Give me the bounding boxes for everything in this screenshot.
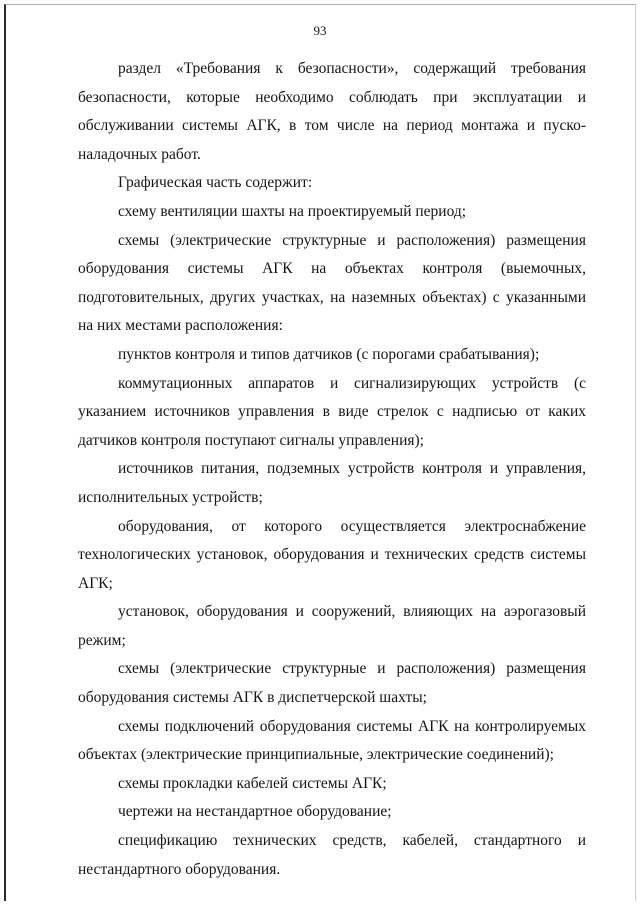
- list-item-control-points: пунктов контроля и типов датчиков (с порогами срабатывания);: [118, 345, 540, 363]
- list-item-specification: спецификацию технических средств, кабелей, стандартного и нестандартного оборудования.: [78, 832, 586, 878]
- list-item-aerogas-installations: установок, оборудования и сооружений, влияющих на аэрогазовый режим;: [78, 603, 586, 649]
- paragraph-graphic-part-intro: Графическая часть содержит:: [118, 174, 313, 192]
- paragraph-safety-requirements: раздел «Требования к безопасности», содержащий требования безопасности, которые необходимо соблюдать при эксплуатации и обслуживании системы АГК, в том числе на период монтажа и пуско-наладочных работ.: [78, 60, 586, 163]
- list-item-power-sources: источников питания, подземных устройств контроля и управления, исполнительных устройств;: [78, 460, 586, 506]
- list-item-connection-schemes: схемы подключений оборудования системы АГК на контролируемых объектах (электрические принципиальные, электрические соединений);: [78, 717, 586, 764]
- list-item-nonstandard-drawings: чертежи на нестандартное оборудование;: [118, 803, 392, 821]
- list-item-equipment-placement-schemes: схемы (электрические структурные и расположения) размещения оборудования системы АГК на объектах контроля (выемочных, подготовительных, других участках, на наземных объектах) с указанными на них местами расположения:: [78, 231, 586, 335]
- page-number: 93: [313, 23, 327, 38]
- list-item-power-supply-equipment: оборудования, от которого осуществляется электроснабжение технологических установок, оборудования и технических средств системы АГК;: [78, 517, 586, 592]
- list-item-ventilation-scheme: схему вентиляции шахты на проектируемый период;: [118, 202, 467, 220]
- list-item-switching-devices: коммутационных аппаратов и сигнализирующих устройств (с указанием источников управления в виде стрелок с надписью от каких датчиков контроля поступают сигналы управления);: [78, 374, 586, 449]
- list-item-dispatcher-schemes: схемы (электрические структурные и расположения) размещения оборудования системы АГК в диспетчерской шахты;: [78, 660, 586, 707]
- list-item-cable-routing: схемы прокладки кабелей системы АГК;: [118, 774, 387, 792]
- document-body: [78, 55, 586, 884]
